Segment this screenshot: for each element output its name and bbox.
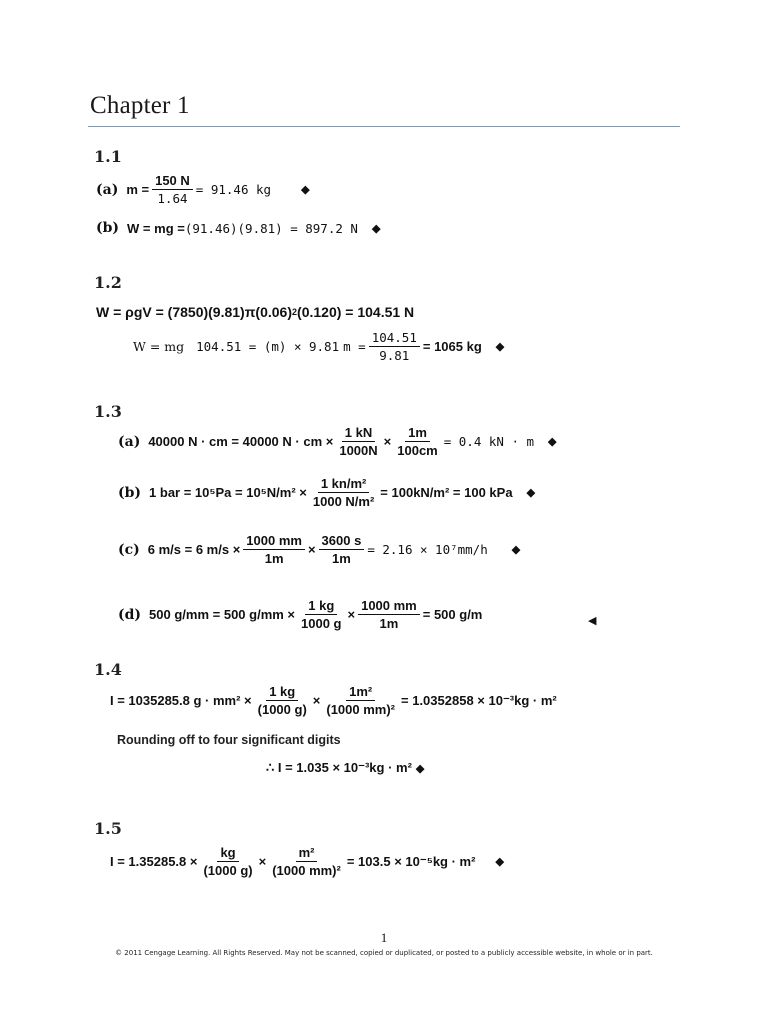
diamond-mark-icon: ◆: [495, 341, 505, 353]
eq-rhs: = 500 g/m: [422, 607, 483, 622]
fraction-denominator: (1000 mm)²: [272, 863, 341, 878]
page-number: 1: [380, 930, 388, 945]
eq-rhs: = 1065 kg: [422, 339, 482, 354]
diamond-mark-icon: ◆: [301, 184, 310, 196]
equation-1-4: I = 1035285.8 g · mm² × $\frac{1 kg}{(1000 g)}$ × $\frac{\text{1m²}}{\text{(1000 mm)²}}$ = 1.0352858 × 10⁻³kg · m²: [110, 684, 557, 717]
fraction: [152, 173, 193, 206]
fraction: [269, 845, 344, 878]
diamond-mark-icon: ◆: [495, 856, 504, 868]
eq-lhs: 40000 N · cm = 40000 N · cm ×: [148, 434, 334, 449]
equation-1-3-c: (c) 6 m/s = 6 m/s × $\frac{1000 mm}{1m}$ × $\frac{3600 s}{1m}$ = 2.16 × 10⁷mm/h ◆: [118, 533, 521, 566]
equation-1-1-a: [96, 173, 310, 206]
fraction: [369, 330, 420, 363]
fraction-numerator: m²: [296, 845, 318, 862]
part-label: (b): [118, 484, 142, 501]
fraction: [310, 476, 377, 509]
equation-1-3-a: (a) 40000 N · cm = 40000 N · cm × $\frac{1 kN}{1000N}$ × $\frac{1m}{100cm}$ = 0.4 kN · m ◆: [118, 425, 557, 458]
section-number-1-2: 1.2: [94, 273, 122, 292]
fraction: [255, 684, 310, 717]
fraction: [336, 425, 380, 458]
diamond-mark-icon: ◆: [548, 436, 557, 448]
fraction-numerator: 1 kg: [266, 684, 298, 701]
fraction-numerator: 1 kn/m²: [318, 476, 370, 493]
part-label: (c): [118, 541, 140, 558]
eq-part: W = mg: [133, 339, 185, 354]
fraction-denominator: 1.64: [157, 191, 188, 206]
section-number-1-3: 1.3: [94, 402, 122, 421]
copyright-footer: © 2011 Cengage Learning. All Rights Reserved. May not be scanned, copied or duplicated, or posted to a publicly accessible website, in whole or in part.: [115, 949, 653, 957]
fraction-denominator: 1000N: [339, 443, 378, 458]
eq-rhs: (91.46)(9.81) = 897.2 N: [184, 220, 358, 236]
equation-1-3-d: (d) 500 g/mm = 500 g/mm × $\frac{1 kg}{1000 g}$ × $\frac{1000 mm}{1m}$ = 500 g/m: [118, 598, 483, 631]
eq-lhs: W = mg =: [127, 220, 185, 236]
part-label: (a): [96, 181, 119, 198]
equation-1-4-result: [266, 760, 424, 776]
eq-part: 104.51 = (m) × 9.81: [196, 339, 340, 354]
fraction: [323, 684, 398, 717]
eq-lhs: I = 1.35285.8 ×: [110, 854, 198, 869]
part-label: (a): [118, 433, 141, 450]
eq-rhs: = 1.0352858 × 10⁻³kg · m²: [401, 692, 557, 708]
eq-lhs: m =: [126, 182, 150, 197]
fraction: [319, 533, 365, 566]
fraction-denominator: 1000 N/m²: [312, 494, 375, 509]
eq-part: m =: [343, 339, 366, 354]
eq-rhs: = 2.16 × 10⁷mm/h: [367, 542, 488, 557]
diamond-mark-icon: ◆: [511, 544, 521, 556]
fraction-numerator: 104.51: [369, 330, 420, 347]
fraction-denominator: 1m: [332, 551, 351, 566]
fraction-denominator: 1m: [264, 551, 284, 566]
fraction-numerator: 1m: [405, 425, 430, 442]
eq-lhs: I = 1035285.8 g · mm² ×: [110, 693, 252, 708]
exponent: 2: [292, 307, 298, 317]
eq-rhs: = 103.5 × 10⁻⁵kg · m²: [346, 853, 476, 869]
fraction-numerator: 3600 s: [319, 533, 365, 550]
eq-lhs: 500 g/mm = 500 g/mm ×: [149, 607, 296, 622]
part-label: (b): [96, 220, 120, 236]
fraction-numerator: 1 kN: [342, 425, 375, 442]
eq-part: (0.120) = 104.51 N: [297, 304, 415, 320]
section-number-1-5: 1.5: [94, 819, 122, 838]
diamond-mark-icon: ◆: [371, 222, 381, 235]
diamond-mark-icon: ◆: [526, 487, 536, 499]
fraction-denominator: 9.81: [379, 348, 410, 363]
eq-result: ∴ I = 1.035 × 10⁻³kg · m²: [266, 760, 412, 775]
part-label: (d): [118, 606, 142, 623]
diamond-mark-icon: ◆: [415, 762, 425, 775]
fraction-denominator: (1000 g): [257, 702, 307, 717]
fraction-numerator: 150 N: [152, 173, 193, 190]
fraction-numerator: 1000 mm: [358, 598, 420, 615]
equation-1-5: I = 1.35285.8 × $\frac{kg}{(1000 g)}$ × $\frac{\text{m²}}{\text{(1000 mm)²}}$ = 103.5 × 10⁻⁵kg · m² ◆: [110, 845, 504, 878]
eq-part: W = ρgV = (7850)(9.81)π(0.06): [96, 304, 293, 320]
fraction: [298, 598, 344, 631]
chapter-title: Chapter 1: [90, 92, 190, 119]
title-rule: [88, 126, 680, 127]
arrow-mark-icon: ◀: [588, 614, 597, 627]
equation-1-2-line1: [96, 304, 414, 320]
fraction: [200, 845, 255, 878]
fraction: [358, 598, 420, 631]
eq-lhs: 1 bar = 10⁵Pa = 10⁵N/m² ×: [149, 485, 307, 500]
eq-rhs: = 91.46 kg: [195, 182, 272, 197]
section-number-1-4: 1.4: [94, 660, 122, 679]
section-number-1-1: 1.1: [94, 147, 122, 166]
fraction-denominator: (1000 mm)²: [326, 702, 396, 717]
fraction-numerator: kg: [217, 845, 238, 862]
eq-rhs: = 0.4 kN · m: [443, 434, 535, 449]
fraction-numerator: 1 kg: [305, 598, 337, 615]
fraction-denominator: 100cm: [397, 443, 438, 458]
fraction-denominator: (1000 g): [203, 863, 253, 878]
rounding-note: Rounding off to four significant digits: [117, 733, 341, 747]
eq-lhs: 6 m/s = 6 m/s ×: [147, 542, 241, 557]
equation-1-2-line2: [133, 330, 504, 363]
fraction-numerator: 1000 mm: [243, 533, 305, 550]
fraction-denominator: 1000 g: [301, 616, 342, 631]
fraction-numerator: 1m²: [346, 684, 375, 701]
fraction-denominator: 1m: [379, 616, 399, 631]
fraction: [394, 425, 440, 458]
eq-rhs: = 100kN/m² = 100 kPa: [380, 485, 513, 500]
equation-1-3-b: [118, 476, 535, 509]
equation-1-1-b: [96, 220, 380, 236]
fraction: [243, 533, 305, 566]
